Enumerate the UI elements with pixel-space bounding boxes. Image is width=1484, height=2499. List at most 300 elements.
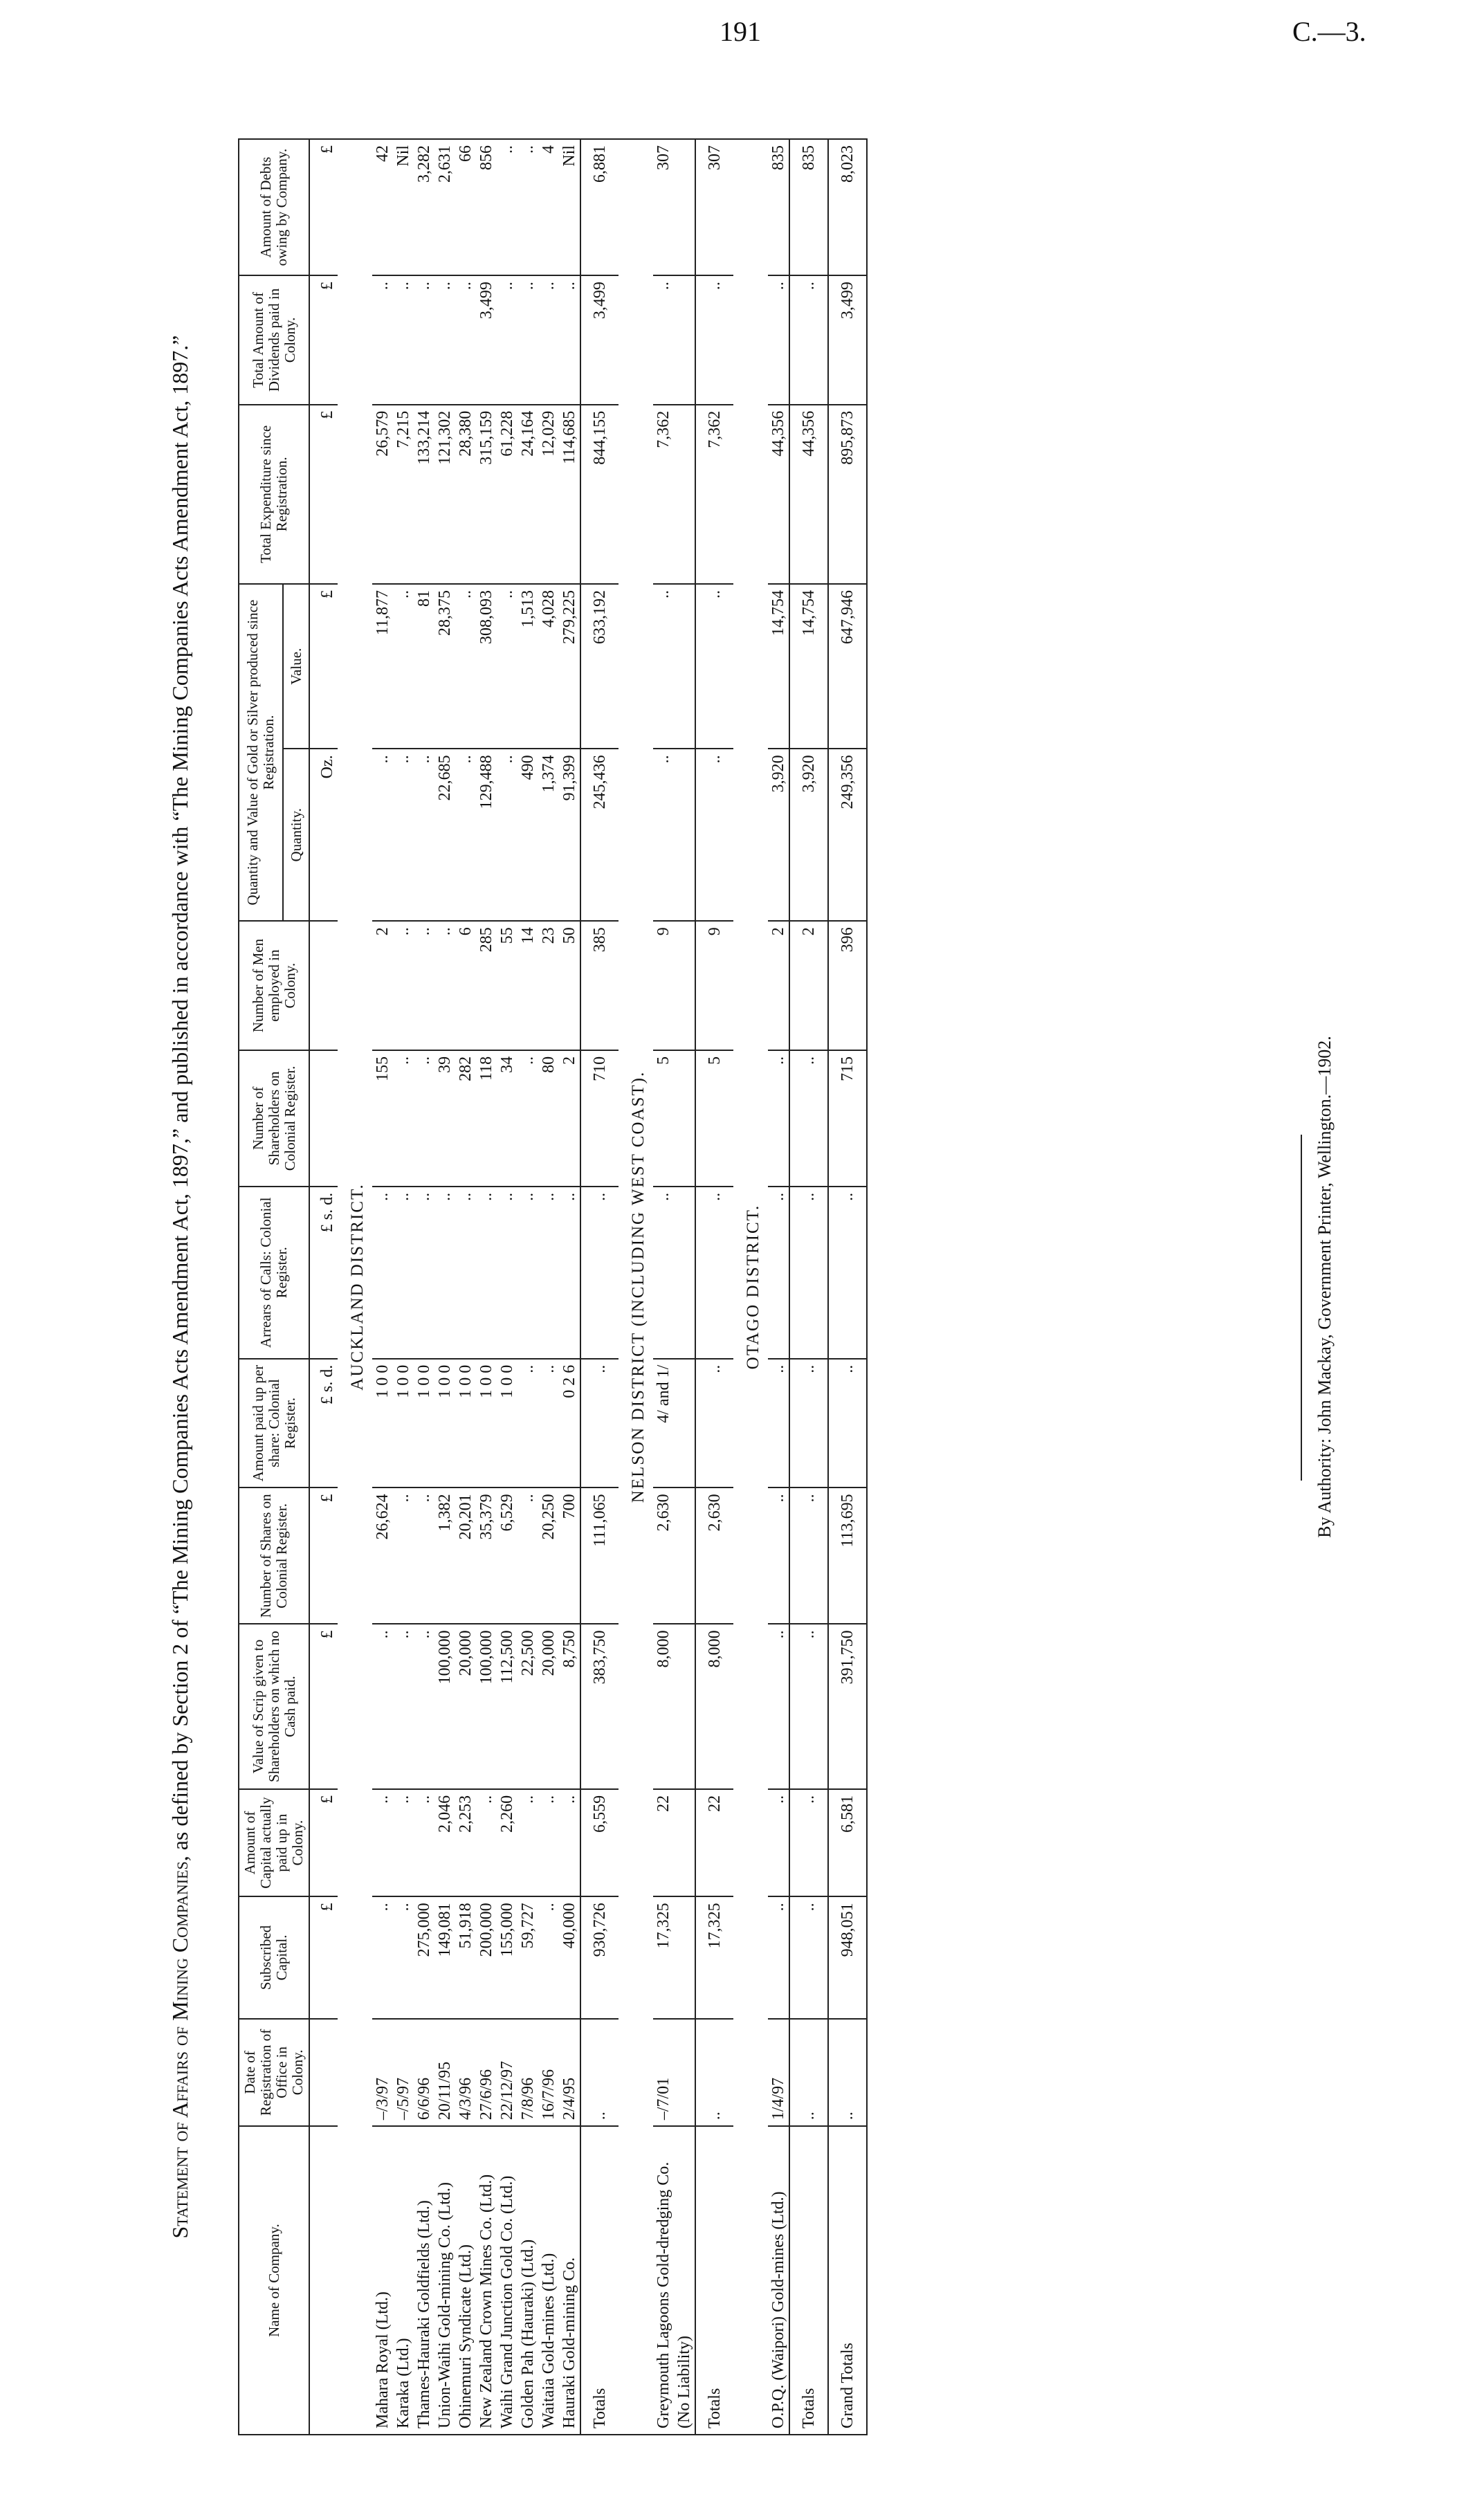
col-header-men: Number of Men employed in Colony. — [239, 921, 309, 1050]
cell-shareholders: 710 — [580, 1050, 619, 1187]
district-row — [338, 139, 372, 2435]
cell-debts: .. — [517, 139, 538, 275]
statement-table — [238, 138, 868, 2435]
cell-date: 20/11/95 — [434, 2019, 455, 2127]
col-header-shares: Number of Shares on Colonial Register. — [239, 1488, 309, 1624]
cell-subscribed: 59,727 — [517, 1896, 538, 2018]
unit-value: £ — [309, 584, 338, 749]
cell-date: –/3/97 — [372, 2019, 393, 2127]
col-header-paid-capital: Amount of Capital actually paid up in Colony. — [239, 1789, 309, 1897]
cell-paid-capital: 2,046 — [434, 1789, 455, 1897]
cell-arrears: .. — [393, 1187, 414, 1359]
cell-name: Totals — [695, 2126, 733, 2435]
col-header-arrears: Arrears of Calls: Colonial Register. — [239, 1187, 309, 1359]
cell-subscribed: 17,325 — [653, 1896, 695, 2018]
cell-quantity: 91,399 — [559, 749, 580, 921]
cell-dividends: .. — [455, 275, 476, 405]
cell-subscribed: 948,051 — [828, 1896, 867, 2018]
cell-paid-per-share: 4/ and 1/ — [653, 1359, 695, 1488]
cell-value: 14,754 — [789, 584, 828, 749]
col-header-value: Value. — [283, 584, 309, 749]
cell-quantity: 3,920 — [768, 749, 789, 921]
cell-expenditure: 28,380 — [455, 405, 476, 584]
cell-debts: 307 — [653, 139, 695, 275]
cell-expenditure: 24,164 — [517, 405, 538, 584]
totals-row — [580, 139, 619, 2435]
cell-quantity: .. — [497, 749, 517, 921]
cell-shareholders: .. — [414, 1050, 434, 1187]
cell-shares: 111,065 — [580, 1488, 619, 1624]
cell-name: New Zealand Crown Mines Co. (Ltd.) — [476, 2126, 497, 2435]
cell-quantity: 249,356 — [828, 749, 867, 921]
col-header-subscribed: Subscribed Capital. — [239, 1896, 309, 2018]
cell-shareholders: 80 — [538, 1050, 559, 1187]
cell-date: 2/4/95 — [559, 2019, 580, 2127]
table-row — [434, 139, 455, 2435]
table-row — [393, 139, 414, 2435]
footer-rule — [1301, 1135, 1302, 1481]
cell-arrears: .. — [828, 1187, 867, 1359]
cell-arrears: .. — [434, 1187, 455, 1359]
cell-value: .. — [497, 584, 517, 749]
cell-arrears: .. — [372, 1187, 393, 1359]
cell-paid-capital: .. — [789, 1789, 828, 1897]
cell-shares: .. — [393, 1488, 414, 1624]
cell-value: 81 — [414, 584, 434, 749]
cell-men: 2 — [789, 921, 828, 1050]
cell-arrears: .. — [789, 1187, 828, 1359]
cell-men: 23 — [538, 921, 559, 1050]
cell-name: Waitaia Gold-mines (Ltd.) — [538, 2126, 559, 2435]
cell-paid-capital: 2,260 — [497, 1789, 517, 1897]
unit-name — [309, 2126, 338, 2435]
cell-dividends: .. — [768, 275, 789, 405]
cell-scrip: 20,000 — [455, 1624, 476, 1788]
cell-subscribed: .. — [768, 1896, 789, 2018]
title-rest: as defined by Section 2 of “The Mining Companies Acts Amendment Act, 1897,” and published in accordance with “The Mining Companies Acts Amendment Act, 1897.” — [167, 335, 192, 1851]
cell-date: .. — [789, 2019, 828, 2127]
cell-expenditure: 133,214 — [414, 405, 434, 584]
cell-date: –/5/97 — [393, 2019, 414, 2127]
cell-paid-capital: .. — [476, 1789, 497, 1897]
cell-men: 2 — [768, 921, 789, 1050]
cell-debts: 3,282 — [414, 139, 434, 275]
cell-arrears: .. — [695, 1187, 733, 1359]
cell-value: .. — [455, 584, 476, 749]
cell-debts: 4 — [538, 139, 559, 275]
cell-paid-per-share: 1 0 0 — [372, 1359, 393, 1488]
cell-scrip: 8,000 — [653, 1624, 695, 1788]
cell-paid-capital: 22 — [695, 1789, 733, 1897]
cell-dividends: .. — [517, 275, 538, 405]
table-row — [414, 139, 434, 2435]
units-row — [309, 139, 338, 2435]
cell-value: 633,192 — [580, 584, 619, 749]
cell-shareholders: 118 — [476, 1050, 497, 1187]
cell-shareholders: 2 — [559, 1050, 580, 1187]
unit-debts: £ — [309, 139, 338, 275]
cell-expenditure: 315,159 — [476, 405, 497, 584]
cell-arrears: .. — [517, 1187, 538, 1359]
cell-quantity: .. — [414, 749, 434, 921]
cell-subscribed: .. — [393, 1896, 414, 2018]
cell-shares: 700 — [559, 1488, 580, 1624]
cell-subscribed: .. — [538, 1896, 559, 2018]
cell-paid-capital: 22 — [653, 1789, 695, 1897]
cell-scrip: .. — [393, 1624, 414, 1788]
cell-dividends: 3,499 — [828, 275, 867, 405]
cell-debts: Nil — [559, 139, 580, 275]
cell-paid-per-share: 1 0 0 — [497, 1359, 517, 1488]
cell-value: 11,877 — [372, 584, 393, 749]
cell-name: Greymouth Lagoons Gold-dredging Co. (No Liability) — [653, 2126, 695, 2435]
cell-shareholders: 715 — [828, 1050, 867, 1187]
cell-scrip: .. — [372, 1624, 393, 1788]
cell-subscribed: 149,081 — [434, 1896, 455, 2018]
cell-paid-capital: .. — [538, 1789, 559, 1897]
cell-value: 647,946 — [828, 584, 867, 749]
cell-arrears: .. — [414, 1187, 434, 1359]
cell-arrears: .. — [768, 1187, 789, 1359]
cell-men: .. — [434, 921, 455, 1050]
cell-quantity: 129,488 — [476, 749, 497, 921]
cell-expenditure: 44,356 — [789, 405, 828, 584]
cell-paid-capital: .. — [372, 1789, 393, 1897]
cell-name: Ohinemuri Syndicate (Ltd.) — [455, 2126, 476, 2435]
cell-name: Mahara Royal (Ltd.) — [372, 2126, 393, 2435]
rotated-statement — [166, 138, 1453, 2435]
table-row — [517, 139, 538, 2435]
cell-debts: 6,881 — [580, 139, 619, 275]
cell-paid-per-share: .. — [538, 1359, 559, 1488]
cell-debts: Nil — [393, 139, 414, 275]
table-row — [476, 139, 497, 2435]
cell-scrip: 100,000 — [434, 1624, 455, 1788]
cell-expenditure: 7,215 — [393, 405, 414, 584]
col-header-expenditure: Total Expenditure since Registration. — [239, 405, 309, 584]
col-header-quantity: Quantity. — [283, 749, 309, 921]
cell-shares: .. — [789, 1488, 828, 1624]
cell-arrears: .. — [559, 1187, 580, 1359]
cell-paid-capital: .. — [393, 1789, 414, 1897]
cell-scrip: 20,000 — [538, 1624, 559, 1788]
document-reference: C.—3. — [1292, 16, 1366, 47]
cell-men: 385 — [580, 921, 619, 1050]
cell-scrip: 100,000 — [476, 1624, 497, 1788]
cell-value: 308,093 — [476, 584, 497, 749]
title-prefix: Statement of Affairs of Mining Companies, — [167, 1856, 192, 2239]
unit-quantity: Oz. — [309, 749, 338, 921]
cell-scrip: 22,500 — [517, 1624, 538, 1788]
cell-date: 4/3/96 — [455, 2019, 476, 2127]
cell-paid-per-share: 1 0 0 — [455, 1359, 476, 1488]
statement-title — [166, 138, 194, 2435]
page-number: 191 — [720, 16, 761, 47]
cell-men: .. — [393, 921, 414, 1050]
printer-authority-text: By Authority: John Mackay, Government Printer, Wellington.—1902. — [1314, 1036, 1335, 1538]
cell-scrip: 383,750 — [580, 1624, 619, 1788]
cell-shares: 2,630 — [695, 1488, 733, 1624]
cell-shares: 20,250 — [538, 1488, 559, 1624]
cell-name: Totals — [789, 2126, 828, 2435]
cell-name: Karaka (Ltd.) — [393, 2126, 414, 2435]
cell-subscribed: 200,000 — [476, 1896, 497, 2018]
cell-name: Union-Waihi Gold-mining Co. (Ltd.) — [434, 2126, 455, 2435]
cell-arrears: .. — [455, 1187, 476, 1359]
cell-dividends: 3,499 — [476, 275, 497, 405]
cell-shares: .. — [517, 1488, 538, 1624]
cell-paid-per-share: .. — [580, 1359, 619, 1488]
table-row — [497, 139, 517, 2435]
totals-row — [789, 139, 828, 2435]
cell-quantity: .. — [695, 749, 733, 921]
cell-date: 22/12/97 — [497, 2019, 517, 2127]
cell-shareholders: 39 — [434, 1050, 455, 1187]
cell-arrears: .. — [538, 1187, 559, 1359]
cell-shares: .. — [414, 1488, 434, 1624]
cell-shareholders: .. — [517, 1050, 538, 1187]
cell-dividends: .. — [789, 275, 828, 405]
unit-arrears: £ s. d. — [309, 1187, 338, 1359]
cell-expenditure: 114,685 — [559, 405, 580, 584]
cell-expenditure: 44,356 — [768, 405, 789, 584]
cell-subscribed: .. — [372, 1896, 393, 2018]
cell-dividends: .. — [695, 275, 733, 405]
cell-quantity: 1,374 — [538, 749, 559, 921]
cell-quantity: 3,920 — [789, 749, 828, 921]
cell-value: 14,754 — [768, 584, 789, 749]
cell-subscribed: 51,918 — [455, 1896, 476, 2018]
cell-date: .. — [580, 2019, 619, 2127]
unit-shareholders — [309, 1050, 338, 1187]
cell-men: 9 — [695, 921, 733, 1050]
cell-debts: 835 — [768, 139, 789, 275]
district-row — [733, 139, 768, 2435]
cell-scrip: 112,500 — [497, 1624, 517, 1788]
cell-scrip: 8,750 — [559, 1624, 580, 1788]
cell-scrip: .. — [414, 1624, 434, 1788]
cell-paid-per-share: .. — [768, 1359, 789, 1488]
cell-debts: 8,023 — [828, 139, 867, 275]
cell-quantity: .. — [653, 749, 695, 921]
cell-date: 1/4/97 — [768, 2019, 789, 2127]
table-row — [538, 139, 559, 2435]
cell-subscribed: 275,000 — [414, 1896, 434, 2018]
cell-date: .. — [828, 2019, 867, 2127]
cell-shares: 113,695 — [828, 1488, 867, 1624]
cell-debts: 66 — [455, 139, 476, 275]
cell-shareholders: 34 — [497, 1050, 517, 1187]
unit-shares: £ — [309, 1488, 338, 1624]
cell-arrears: .. — [580, 1187, 619, 1359]
cell-arrears: .. — [653, 1187, 695, 1359]
district-heading: AUCKLAND DISTRICT. — [338, 139, 372, 2435]
cell-men: 55 — [497, 921, 517, 1050]
grand-totals-row — [828, 139, 867, 2435]
cell-dividends: .. — [393, 275, 414, 405]
unit-paid-capital: £ — [309, 1789, 338, 1897]
cell-expenditure: 12,029 — [538, 405, 559, 584]
col-header-dividends: Total Amount of Dividends paid in Colony. — [239, 275, 309, 405]
cell-paid-per-share: 1 0 0 — [414, 1359, 434, 1488]
cell-subscribed: 930,726 — [580, 1896, 619, 2018]
printer-authority — [1314, 138, 1335, 2435]
cell-value: 279,225 — [559, 584, 580, 749]
cell-paid-per-share: .. — [695, 1359, 733, 1488]
cell-paid-per-share: .. — [517, 1359, 538, 1488]
cell-paid-capital: 6,581 — [828, 1789, 867, 1897]
cell-scrip: .. — [789, 1624, 828, 1788]
cell-date: .. — [695, 2019, 733, 2127]
cell-shares: .. — [768, 1488, 789, 1624]
cell-men: 396 — [828, 921, 867, 1050]
cell-value: .. — [393, 584, 414, 749]
cell-quantity: .. — [372, 749, 393, 921]
cell-name: Grand Totals — [828, 2126, 867, 2435]
cell-men: 50 — [559, 921, 580, 1050]
cell-expenditure: 844,155 — [580, 405, 619, 584]
col-header-debts: Amount of Debts owing by Company. — [239, 139, 309, 275]
cell-shares: 1,382 — [434, 1488, 455, 1624]
cell-arrears: .. — [476, 1187, 497, 1359]
cell-dividends: .. — [653, 275, 695, 405]
table-row — [768, 139, 789, 2435]
cell-debts: 42 — [372, 139, 393, 275]
cell-paid-capital: .. — [517, 1789, 538, 1897]
cell-debts: .. — [497, 139, 517, 275]
cell-dividends: .. — [434, 275, 455, 405]
cell-paid-capital: .. — [768, 1789, 789, 1897]
cell-shareholders: 5 — [653, 1050, 695, 1187]
col-header-shareholders: Number of Shareholders on Colonial Register. — [239, 1050, 309, 1187]
cell-value: 1,513 — [517, 584, 538, 749]
statement-body — [309, 139, 867, 2435]
cell-subscribed: .. — [789, 1896, 828, 2018]
district-heading: NELSON DISTRICT (INCLUDING WEST COAST). — [619, 139, 653, 2435]
totals-row — [695, 139, 733, 2435]
unit-dividends: £ — [309, 275, 338, 405]
unit-subscribed: £ — [309, 1896, 338, 2018]
unit-expenditure: £ — [309, 405, 338, 584]
cell-date: 27/6/96 — [476, 2019, 497, 2127]
cell-expenditure: 7,362 — [653, 405, 695, 584]
col-header-name: Name of Company. — [239, 2126, 309, 2435]
col-header-gold-group: Quantity and Value of Gold or Silver produced since Registration. — [239, 584, 283, 921]
cell-quantity: .. — [393, 749, 414, 921]
cell-debts: 307 — [695, 139, 733, 275]
cell-expenditure: 121,302 — [434, 405, 455, 584]
cell-expenditure: 895,873 — [828, 405, 867, 584]
cell-shares: 35,379 — [476, 1488, 497, 1624]
col-header-paid-per-share: Amount paid up per share: Colonial Register. — [239, 1359, 309, 1488]
col-header-scrip: Value of Scrip given to Shareholders on which no Cash paid. — [239, 1624, 309, 1788]
cell-dividends: .. — [538, 275, 559, 405]
cell-value: 4,028 — [538, 584, 559, 749]
cell-men: 9 — [653, 921, 695, 1050]
table-row — [372, 139, 393, 2435]
cell-shareholders: .. — [393, 1050, 414, 1187]
cell-dividends: .. — [559, 275, 580, 405]
cell-dividends: .. — [497, 275, 517, 405]
cell-paid-capital: .. — [559, 1789, 580, 1897]
cell-expenditure: 61,228 — [497, 405, 517, 584]
cell-paid-capital: .. — [414, 1789, 434, 1897]
cell-date: 7/8/96 — [517, 2019, 538, 2127]
cell-shareholders: 155 — [372, 1050, 393, 1187]
cell-scrip: 8,000 — [695, 1624, 733, 1788]
cell-men: 14 — [517, 921, 538, 1050]
cell-quantity: 22,685 — [434, 749, 455, 921]
cell-subscribed: 155,000 — [497, 1896, 517, 2018]
cell-value: .. — [695, 584, 733, 749]
cell-men: 6 — [455, 921, 476, 1050]
cell-shareholders: 5 — [695, 1050, 733, 1187]
cell-shares: 2,630 — [653, 1488, 695, 1624]
cell-dividends: .. — [372, 275, 393, 405]
unit-paid-per-share: £ s. d. — [309, 1359, 338, 1488]
cell-name: Golden Pah (Hauraki) (Ltd.) — [517, 2126, 538, 2435]
cell-debts: 856 — [476, 139, 497, 275]
cell-shareholders: .. — [789, 1050, 828, 1187]
cell-paid-per-share: .. — [789, 1359, 828, 1488]
cell-name: Waihi Grand Junction Gold Co. (Ltd.) — [497, 2126, 517, 2435]
district-heading: OTAGO DISTRICT. — [733, 139, 768, 2435]
cell-shares: 26,624 — [372, 1488, 393, 1624]
cell-subscribed: 40,000 — [559, 1896, 580, 2018]
cell-quantity: 490 — [517, 749, 538, 921]
cell-shareholders: 282 — [455, 1050, 476, 1187]
table-row — [455, 139, 476, 2435]
cell-paid-capital: 2,253 — [455, 1789, 476, 1897]
cell-subscribed: 17,325 — [695, 1896, 733, 2018]
cell-debts: 2,631 — [434, 139, 455, 275]
cell-men: 285 — [476, 921, 497, 1050]
cell-value: .. — [653, 584, 695, 749]
cell-scrip: .. — [768, 1624, 789, 1788]
cell-shares: 20,201 — [455, 1488, 476, 1624]
table-row — [559, 139, 580, 2435]
cell-date: 6/6/96 — [414, 2019, 434, 2127]
cell-shares: 6,529 — [497, 1488, 517, 1624]
cell-expenditure: 7,362 — [695, 405, 733, 584]
cell-men: 2 — [372, 921, 393, 1050]
cell-paid-per-share: .. — [828, 1359, 867, 1488]
cell-paid-per-share: 0 2 6 — [559, 1359, 580, 1488]
cell-quantity: .. — [455, 749, 476, 921]
unit-scrip: £ — [309, 1624, 338, 1788]
unit-men — [309, 921, 338, 1050]
cell-paid-per-share: 1 0 0 — [393, 1359, 414, 1488]
district-row — [619, 139, 653, 2435]
cell-dividends: .. — [414, 275, 434, 405]
cell-expenditure: 26,579 — [372, 405, 393, 584]
cell-date: 16/7/96 — [538, 2019, 559, 2127]
cell-date: –/7/01 — [653, 2019, 695, 2127]
cell-paid-per-share: 1 0 0 — [476, 1359, 497, 1488]
cell-paid-per-share: 1 0 0 — [434, 1359, 455, 1488]
cell-name: O.P.Q. (Waipori) Gold-mines (Ltd.) — [768, 2126, 789, 2435]
cell-arrears: .. — [497, 1187, 517, 1359]
cell-dividends: 3,499 — [580, 275, 619, 405]
cell-quantity: 245,436 — [580, 749, 619, 921]
cell-shareholders: .. — [768, 1050, 789, 1187]
cell-men: .. — [414, 921, 434, 1050]
cell-name: Totals — [580, 2126, 619, 2435]
col-header-date: Date of Registration of Office in Colony. — [239, 2019, 309, 2127]
cell-debts: 835 — [789, 139, 828, 275]
cell-scrip: 391,750 — [828, 1624, 867, 1788]
cell-name: Hauraki Gold-mining Co. — [559, 2126, 580, 2435]
